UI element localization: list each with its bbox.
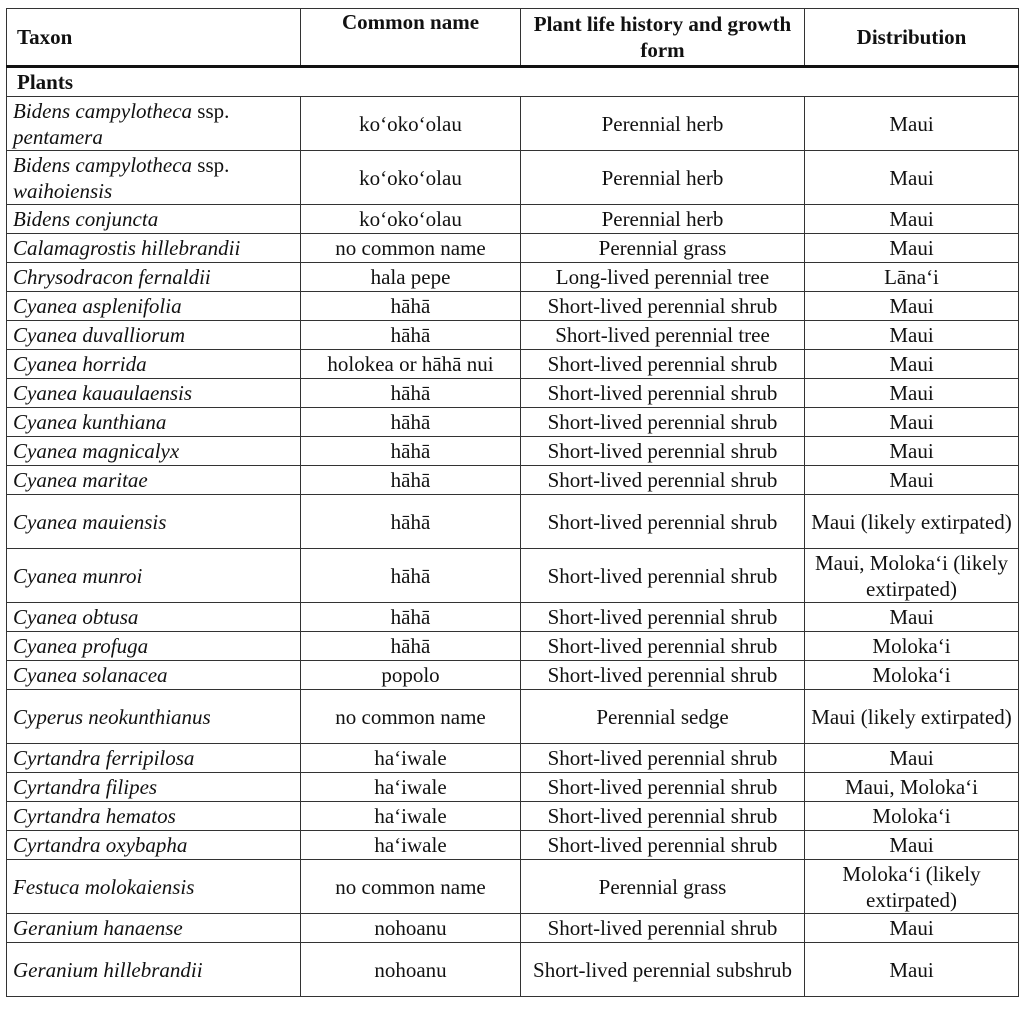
- table-row: [7, 495, 1019, 549]
- taxon-cell: Cyanea mauiensis: [7, 495, 301, 549]
- table-row: [7, 97, 1019, 151]
- taxon-cell: Geranium hillebrandii: [7, 943, 301, 997]
- common-name-cell: hāhā: [301, 495, 521, 549]
- header-distribution: Distribution: [805, 9, 1019, 67]
- common-name-cell: hala pepe: [301, 263, 521, 292]
- common-name-cell: popolo: [301, 661, 521, 690]
- distribution-cell: Maui: [805, 466, 1019, 495]
- common-name-cell: hāhā: [301, 408, 521, 437]
- distribution-cell: Maui: [805, 97, 1019, 151]
- table-row: [7, 437, 1019, 466]
- distribution-cell: Maui: [805, 379, 1019, 408]
- header-life-history: Plant life history and growth form: [521, 9, 805, 67]
- life-history-cell: Perennial herb: [521, 97, 805, 151]
- common-name-cell: haʻiwale: [301, 831, 521, 860]
- taxon-cell: Cyanea obtusa: [7, 603, 301, 632]
- taxon-cell: Bidens campylotheca ssp. pentamera: [7, 97, 301, 151]
- common-name-cell: no common name: [301, 860, 521, 914]
- common-name-cell: hāhā: [301, 292, 521, 321]
- life-history-cell: Perennial grass: [521, 234, 805, 263]
- distribution-cell: Maui: [805, 437, 1019, 466]
- taxon-cell: Geranium hanaense: [7, 914, 301, 943]
- distribution-cell: Molokaʻi: [805, 632, 1019, 661]
- common-name-cell: koʻokoʻolau: [301, 205, 521, 234]
- distribution-cell: Maui: [805, 151, 1019, 205]
- taxon-cell: Cyanea asplenifolia: [7, 292, 301, 321]
- life-history-cell: Short-lived perennial shrub: [521, 466, 805, 495]
- taxon-cell: Cyanea kauaulaensis: [7, 379, 301, 408]
- life-history-cell: Short-lived perennial shrub: [521, 603, 805, 632]
- common-name-cell: haʻiwale: [301, 802, 521, 831]
- life-history-cell: Short-lived perennial shrub: [521, 632, 805, 661]
- common-name-cell: hāhā: [301, 466, 521, 495]
- common-name-cell: haʻiwale: [301, 744, 521, 773]
- distribution-cell: Maui: [805, 292, 1019, 321]
- distribution-cell: Maui (likely extirpated): [805, 495, 1019, 549]
- life-history-cell: Short-lived perennial shrub: [521, 437, 805, 466]
- table-row: [7, 205, 1019, 234]
- table-row: [7, 632, 1019, 661]
- common-name-cell: nohoanu: [301, 943, 521, 997]
- taxon-cell: Cyanea munroi: [7, 549, 301, 603]
- distribution-cell: Maui: [805, 321, 1019, 350]
- distribution-cell: Lānaʻi: [805, 263, 1019, 292]
- table-row: [7, 379, 1019, 408]
- taxon-cell: Cyanea kunthiana: [7, 408, 301, 437]
- table-row: [7, 292, 1019, 321]
- species-table: [6, 8, 1019, 997]
- taxon-cell: Festuca molokaiensis: [7, 860, 301, 914]
- life-history-cell: Short-lived perennial shrub: [521, 495, 805, 549]
- life-history-cell: Short-lived perennial shrub: [521, 661, 805, 690]
- life-history-cell: Short-lived perennial shrub: [521, 549, 805, 603]
- distribution-cell: Maui: [805, 234, 1019, 263]
- distribution-cell: Maui (likely extirpated): [805, 690, 1019, 744]
- life-history-cell: Perennial sedge: [521, 690, 805, 744]
- table-row: [7, 661, 1019, 690]
- common-name-cell: haʻiwale: [301, 773, 521, 802]
- distribution-cell: Molokaʻi (likely extirpated): [805, 860, 1019, 914]
- distribution-cell: Maui, Molokaʻi: [805, 773, 1019, 802]
- taxon-cell: Chrysodracon fernaldii: [7, 263, 301, 292]
- table-row: [7, 860, 1019, 914]
- common-name-cell: hāhā: [301, 549, 521, 603]
- common-name-cell: koʻokoʻolau: [301, 151, 521, 205]
- life-history-cell: Perennial grass: [521, 860, 805, 914]
- common-name-cell: hāhā: [301, 632, 521, 661]
- taxon-cell: Calamagrostis hillebrandii: [7, 234, 301, 263]
- distribution-cell: Maui: [805, 408, 1019, 437]
- distribution-cell: Maui: [805, 831, 1019, 860]
- distribution-cell: Maui: [805, 914, 1019, 943]
- common-name-cell: koʻokoʻolau: [301, 97, 521, 151]
- table-row: [7, 690, 1019, 744]
- common-name-cell: hāhā: [301, 379, 521, 408]
- life-history-cell: Perennial herb: [521, 205, 805, 234]
- header-common-name: Common name: [301, 9, 521, 67]
- taxon-cell: Cyperus neokunthianus: [7, 690, 301, 744]
- table-row: [7, 408, 1019, 437]
- table-row: [7, 321, 1019, 350]
- life-history-cell: Short-lived perennial shrub: [521, 744, 805, 773]
- common-name-cell: hāhā: [301, 321, 521, 350]
- taxon-cell: Bidens campylotheca ssp. waihoiensis: [7, 151, 301, 205]
- common-name-cell: no common name: [301, 690, 521, 744]
- table-row: [7, 831, 1019, 860]
- common-name-cell: hāhā: [301, 437, 521, 466]
- table-row: [7, 549, 1019, 603]
- table-container: [6, 8, 1019, 997]
- distribution-cell: Maui: [805, 603, 1019, 632]
- life-history-cell: Short-lived perennial shrub: [521, 350, 805, 379]
- life-history-cell: Short-lived perennial tree: [521, 321, 805, 350]
- life-history-cell: Short-lived perennial shrub: [521, 379, 805, 408]
- table-row: [7, 914, 1019, 943]
- taxon-cell: Cyrtandra oxybapha: [7, 831, 301, 860]
- life-history-cell: Short-lived perennial shrub: [521, 773, 805, 802]
- life-history-cell: Short-lived perennial shrub: [521, 292, 805, 321]
- life-history-cell: Short-lived perennial shrub: [521, 408, 805, 437]
- distribution-cell: Maui: [805, 205, 1019, 234]
- table-row: [7, 603, 1019, 632]
- taxon-cell: Cyanea magnicalyx: [7, 437, 301, 466]
- table-row: [7, 773, 1019, 802]
- common-name-cell: hāhā: [301, 603, 521, 632]
- header-taxon: Taxon: [7, 9, 301, 67]
- taxon-cell: Cyanea maritae: [7, 466, 301, 495]
- taxon-cell: Bidens conjuncta: [7, 205, 301, 234]
- taxon-cell: Cyanea duvalliorum: [7, 321, 301, 350]
- distribution-cell: Maui: [805, 350, 1019, 379]
- common-name-cell: holokea or hāhā nui: [301, 350, 521, 379]
- distribution-cell: Maui, Molokaʻi (likely extirpated): [805, 549, 1019, 603]
- life-history-cell: Short-lived perennial shrub: [521, 831, 805, 860]
- common-name-cell: nohoanu: [301, 914, 521, 943]
- taxon-cell: Cyrtandra hematos: [7, 802, 301, 831]
- table-row: [7, 802, 1019, 831]
- distribution-cell: Maui: [805, 744, 1019, 773]
- section-label-plants: Plants: [7, 67, 1019, 97]
- distribution-cell: Molokaʻi: [805, 802, 1019, 831]
- taxon-cell: Cyanea horrida: [7, 350, 301, 379]
- taxon-cell: Cyanea solanacea: [7, 661, 301, 690]
- table-row: [7, 943, 1019, 997]
- distribution-cell: Maui: [805, 943, 1019, 997]
- table-header: [7, 9, 1019, 67]
- taxon-cell: Cyrtandra filipes: [7, 773, 301, 802]
- table-row: [7, 466, 1019, 495]
- taxon-cell: Cyrtandra ferripilosa: [7, 744, 301, 773]
- table-row: [7, 234, 1019, 263]
- life-history-cell: Long-lived perennial tree: [521, 263, 805, 292]
- table-row: [7, 151, 1019, 205]
- distribution-cell: Molokaʻi: [805, 661, 1019, 690]
- life-history-cell: Short-lived perennial shrub: [521, 802, 805, 831]
- life-history-cell: Short-lived perennial subshrub: [521, 943, 805, 997]
- table-row: [7, 350, 1019, 379]
- life-history-cell: Short-lived perennial shrub: [521, 914, 805, 943]
- table-row: [7, 263, 1019, 292]
- taxon-cell: Cyanea profuga: [7, 632, 301, 661]
- common-name-cell: no common name: [301, 234, 521, 263]
- life-history-cell: Perennial herb: [521, 151, 805, 205]
- table-row: [7, 744, 1019, 773]
- table-body: [7, 67, 1019, 997]
